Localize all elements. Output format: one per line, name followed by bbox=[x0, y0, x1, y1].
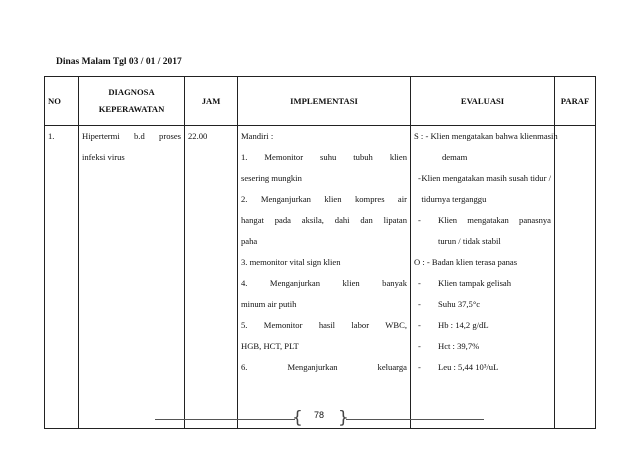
table-header-row bbox=[45, 77, 596, 126]
cell-evaluasi bbox=[411, 126, 558, 429]
impl-line: 1. Memonitor suhu tubuh klien bbox=[241, 152, 407, 162]
dash-mark: - bbox=[418, 320, 421, 330]
eval-line: tidurnya terganggu bbox=[421, 194, 487, 204]
eval-line: Klien tampak gelisah bbox=[438, 278, 512, 288]
cell-diagnosa bbox=[79, 126, 185, 429]
impl-line: paha bbox=[241, 236, 258, 246]
eval-subjective-label bbox=[414, 126, 558, 147]
eval-s-text-end: masih bbox=[537, 131, 558, 141]
impl-line: 4. Menganjurkan klien banyak bbox=[241, 278, 407, 288]
eval-s-item bbox=[414, 210, 551, 252]
shift-date-heading: Dinas Malam Tgl 03 / 01 / 2017 bbox=[56, 57, 182, 67]
impl-line: Mandiri : bbox=[241, 131, 274, 141]
left-brace-icon: { bbox=[292, 408, 303, 428]
page-number: 78 bbox=[313, 410, 324, 420]
eval-line: demam bbox=[442, 152, 468, 162]
diagnosa-header-line1: DIAGNOSA bbox=[108, 87, 155, 97]
eval-o-item bbox=[414, 273, 551, 294]
cell-no bbox=[45, 126, 79, 429]
dash-mark: - bbox=[418, 341, 421, 351]
diagnosa-line: infeksi virus bbox=[82, 152, 125, 162]
eval-line: Leu : 5,44 10³/uL bbox=[438, 362, 499, 372]
eval-s-item bbox=[414, 168, 551, 210]
impl-line: minum air putih bbox=[241, 299, 297, 309]
eval-o-item bbox=[414, 336, 551, 357]
row-number: 1. bbox=[48, 131, 55, 141]
dash-mark: - bbox=[418, 173, 421, 183]
diagnosa-line: Hipertermi b.d proses bbox=[82, 131, 181, 141]
right-brace-icon: } bbox=[338, 408, 349, 428]
footer-rule-left bbox=[155, 419, 295, 420]
eval-line: Hb : 14,2 g/dL bbox=[438, 320, 489, 330]
impl-line: hangat pada aksila, dahi dan lipatan bbox=[241, 215, 407, 225]
footer-rule-right bbox=[346, 419, 484, 420]
eval-line: turun / tidak stabil bbox=[438, 236, 501, 246]
cell-implementasi bbox=[238, 126, 411, 429]
impl-line: 5. Memonitor hasil labor WBC, bbox=[241, 320, 407, 330]
impl-line: 3. memonitor vital sign klien bbox=[241, 257, 341, 267]
impl-line: sesering mungkin bbox=[241, 173, 302, 183]
diagnosa-header-line2: KEPERAWATAN bbox=[98, 104, 165, 114]
col-header-paraf: PARAF bbox=[555, 77, 596, 126]
cell-paraf bbox=[555, 126, 596, 429]
table-row bbox=[45, 126, 596, 429]
page-footer bbox=[0, 408, 638, 432]
eval-line: Suhu 37,5°c bbox=[438, 299, 481, 309]
dash-mark: - bbox=[418, 299, 421, 309]
eval-o-item bbox=[414, 294, 551, 315]
eval-objective-label: O : - Badan klien terasa panas bbox=[414, 257, 518, 267]
nursing-care-table bbox=[44, 76, 596, 429]
time-value: 22.00 bbox=[188, 131, 208, 141]
eval-line: Hct : 39,7% bbox=[438, 341, 480, 351]
signature-value bbox=[558, 126, 592, 147]
col-header-diagnosa bbox=[79, 77, 185, 126]
eval-o-item bbox=[414, 315, 551, 336]
col-header-jam: JAM bbox=[185, 77, 238, 126]
impl-line: 2. Menganjurkan klien kompres air bbox=[241, 194, 407, 204]
eval-o-item bbox=[414, 357, 551, 378]
eval-line: Klien mengatakan panasnya bbox=[438, 215, 551, 225]
dash-mark: - bbox=[418, 215, 421, 225]
col-header-no: NO bbox=[45, 77, 79, 126]
eval-s-text: S : - Klien mengatakan bahwa klien bbox=[414, 131, 538, 141]
eval-line: Klien mengatakan masih susah tidur / bbox=[421, 173, 551, 183]
impl-line: HGB, HCT, PLT bbox=[241, 341, 299, 351]
dash-mark: - bbox=[418, 278, 421, 288]
impl-line: 6. Menganjurkan keluarga bbox=[241, 362, 407, 372]
cell-jam bbox=[185, 126, 238, 429]
col-header-evaluasi: EVALUASI bbox=[411, 77, 555, 126]
col-header-implementasi: IMPLEMENTASI bbox=[238, 77, 411, 126]
dash-mark: - bbox=[418, 362, 421, 372]
